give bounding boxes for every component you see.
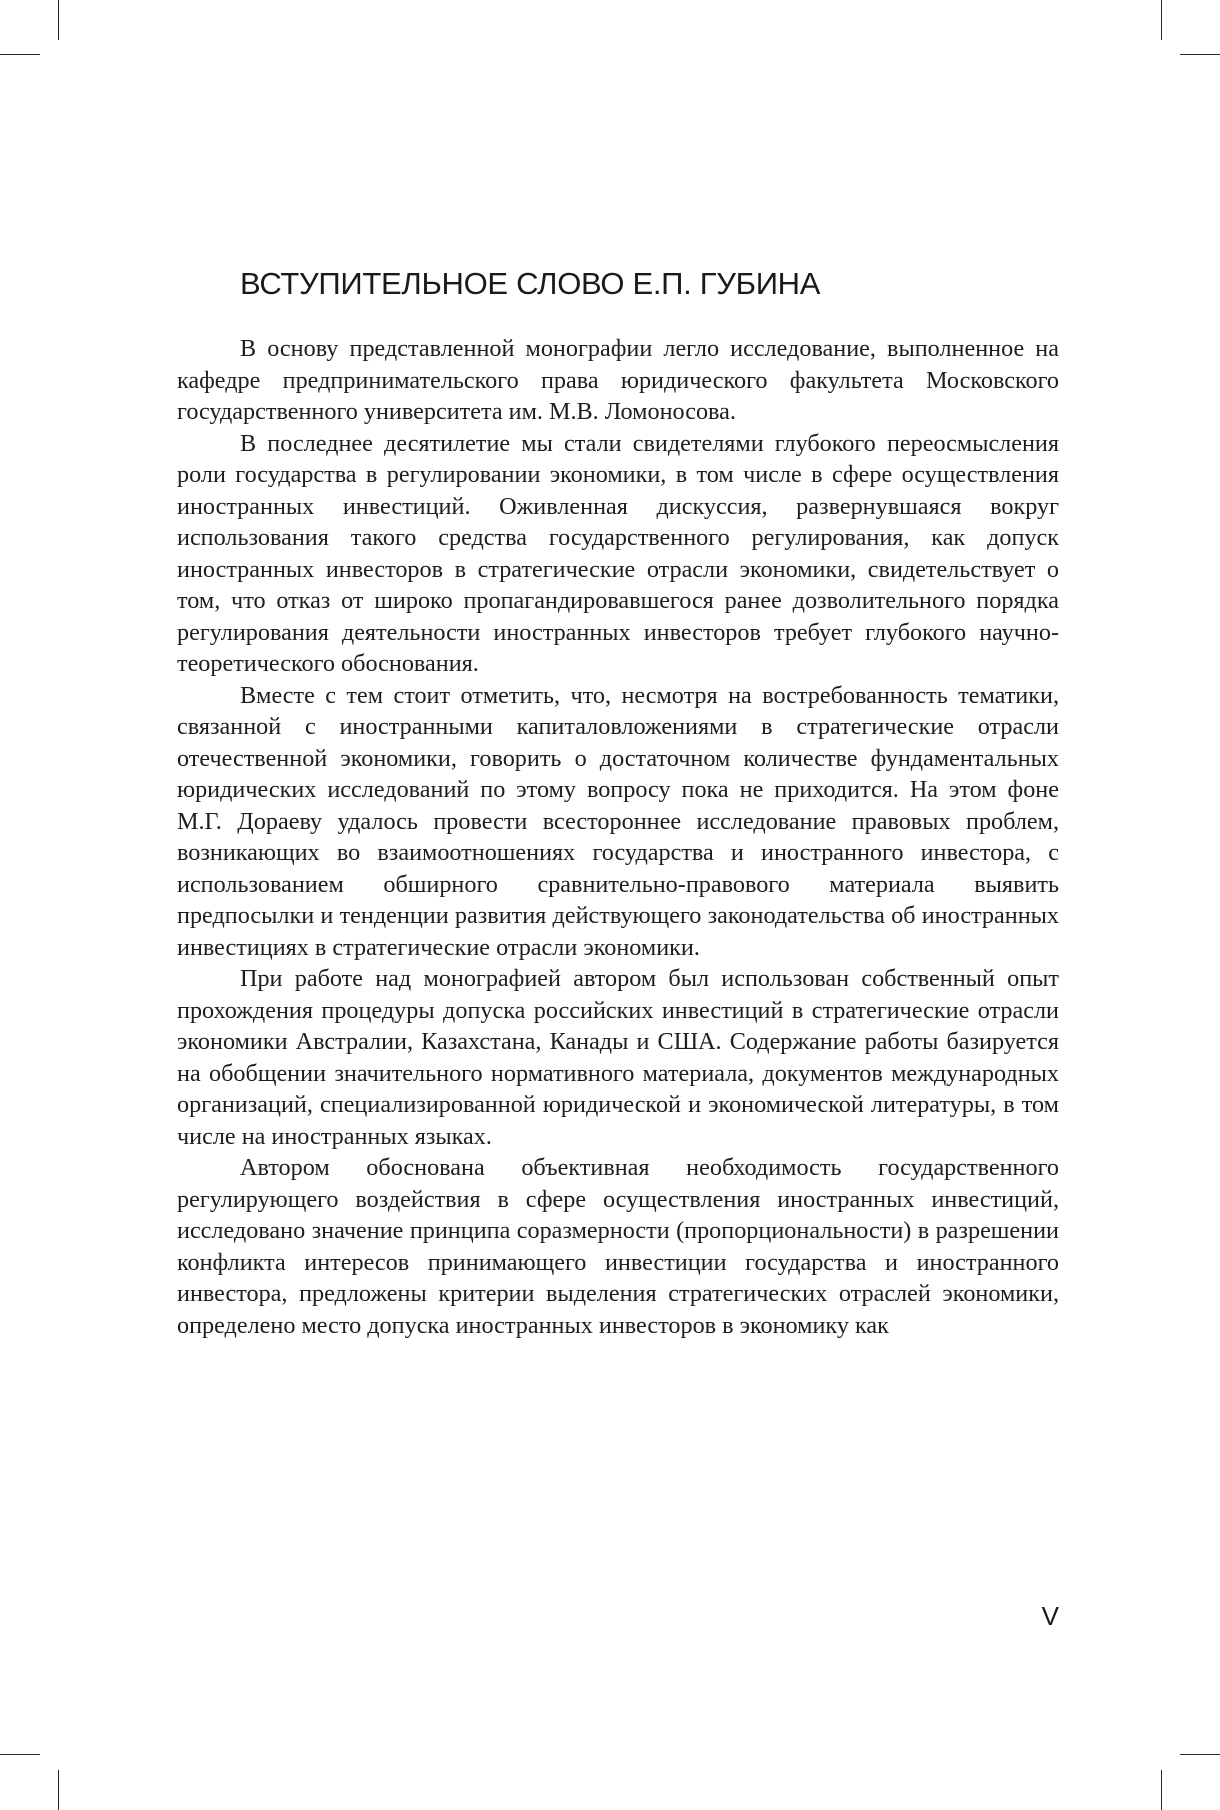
crop-mark-top-right-horizontal [1180, 54, 1220, 55]
crop-mark-bottom-right-horizontal [1180, 1754, 1220, 1755]
section-heading: ВСТУПИТЕЛЬНОЕ СЛОВО Е.П. ГУБИНА [240, 266, 821, 301]
crop-mark-top-right-vertical [1161, 0, 1162, 40]
crop-mark-bottom-left-vertical [58, 1770, 59, 1810]
crop-mark-top-left-horizontal [0, 54, 40, 55]
paragraph: В основу представленной монографии легло исследование, выполненное на кафедре предпринимательского права юридического факультета Московского государственного университета им. М.В. Ломоносова. [177, 335, 1059, 425]
paragraph: Вместе с тем стоит отметить, что, несмотря на востребованность тематики, связанной с иностранными капиталовложениями в стратегические отрасли отечественной экономики, говорить о достаточном количестве фундаментальных юридических исследований по этому вопросу пока не приходится. На этом фоне М.Г. Дораеву удалось провести всестороннее исследование правовых проблем, возникающих во взаимоотношениях государства и иностранного инвестора, с использованием обширного сравнительно-правового материала выявить предпосылки и тенденции развития действующего законодательства об иностранных инвестициях в стратегические отрасли экономики. [177, 681, 1059, 961]
crop-mark-bottom-left-horizontal [0, 1754, 40, 1755]
crop-mark-bottom-right-vertical [1161, 1770, 1162, 1810]
crop-mark-top-left-vertical [58, 0, 59, 40]
paragraph: Автором обоснована объективная необходимость государственного регулирующего воздействия в сфере осуществления иностранных инвестиций, исследовано значение принципа соразмерности (пропорциональности) в разрешении конфликта интересов принимающего инвестиции государства и иностранного инвестора, предложены критерии выделения стратегических отраслей экономики, определено место допуска иностранных инвесторов в экономику как [177, 1154, 1059, 1339]
page-number: V [1041, 1601, 1059, 1631]
body-text [177, 333, 1059, 1341]
paragraph: При работе над монографией автором был использован собственный опыт прохождения процедуры допуска российских инвестиций в стратегические отрасли экономики Австралии, Казахстана, Канады и США. Содержание работы базируется на обобщении значительного нормативного материала, документов международных организаций, специализированной юридической и экономической литературы, в том числе на иностранных языках. [177, 965, 1059, 1150]
paragraph: В последнее десятилетие мы стали свидетелями глубокого переосмысления роли государства в регулировании экономики, в том числе в сфере осуществления иностранных инвестиций. Оживленная дискуссия, развернувшаяся вокруг использования такого средства государственного регулирования, как допуск иностранных инвесторов в стратегические отрасли экономики, свидетельствует о том, что отказ от широко пропагандировавшегося ранее дозволительного порядка регулирования деятельности иностранных инвесторов требует глубокого научно-теоретического обоснования. [177, 429, 1059, 677]
